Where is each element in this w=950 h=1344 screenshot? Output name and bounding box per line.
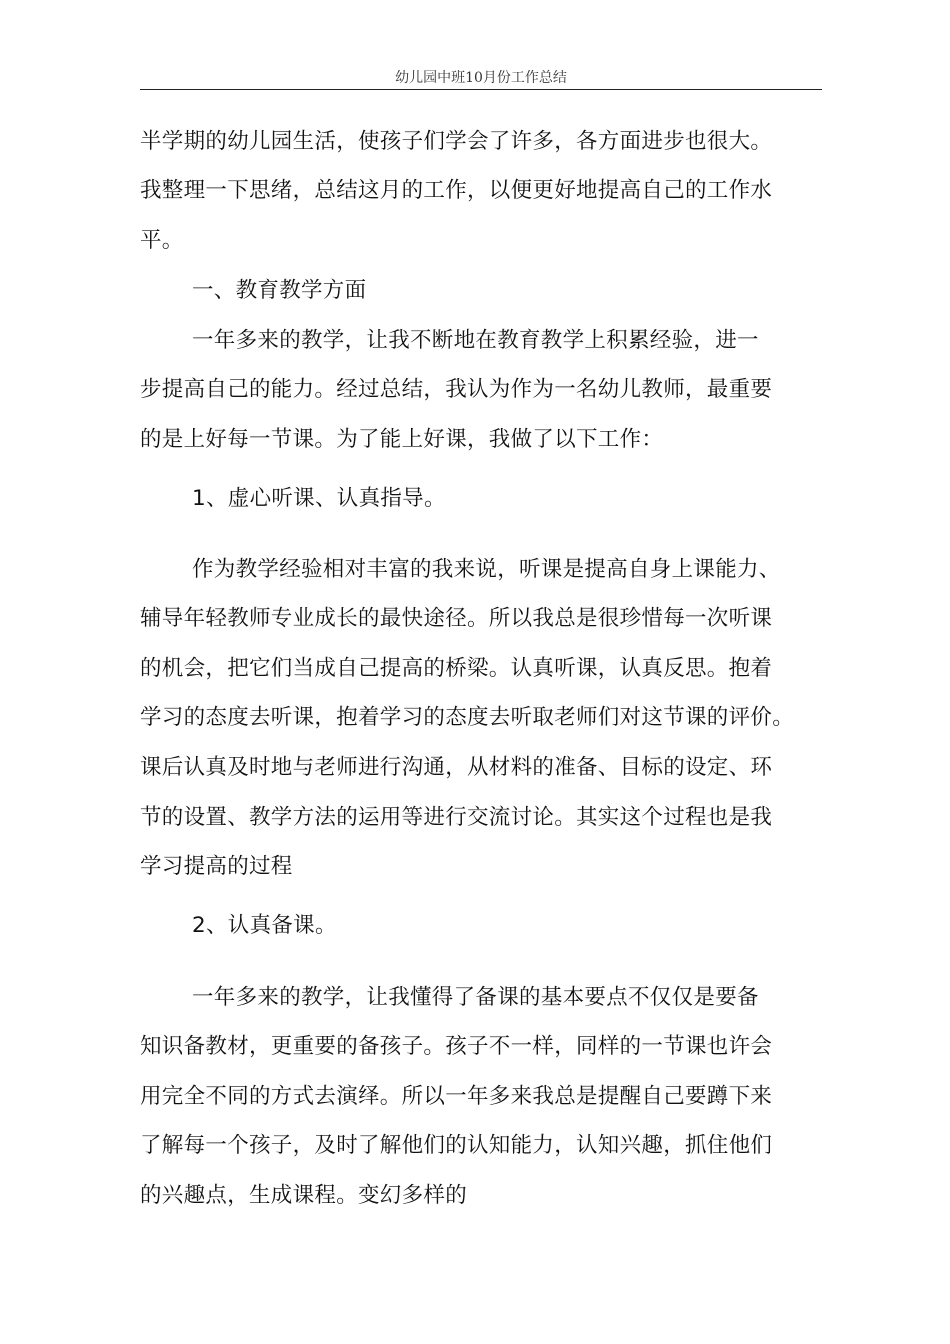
body-line: 我整理一下思绪，总结这月的工作，以便更好地提高自己的工作水 xyxy=(140,178,773,203)
body-line: 节的设置、教学方法的运用等进行交流讨论。其实这个过程也是我 xyxy=(140,805,773,830)
header-divider xyxy=(140,89,822,90)
body-line: 作为教学经验相对丰富的我来说，听课是提高自身上课能力、 xyxy=(192,557,781,582)
body-line: 的机会，把它们当成自己提高的桥梁。认真听课，认真反思。抱着 xyxy=(140,656,773,681)
body-line: 辅导年轻教师专业成长的最快途径。所以我总是很珍惜每一次听课 xyxy=(140,606,773,631)
body-line: 一年多来的教学，让我懂得了备课的基本要点不仅仅是要备 xyxy=(192,985,759,1010)
body-line: 学习的态度去听课，抱着学习的态度去听取老师们对这节课的评价。 xyxy=(140,705,795,730)
subsection-heading: 2、认真备课。 xyxy=(192,913,337,938)
body-line: 用完全不同的方式去演绎。所以一年多来我总是提醒自己要蹲下来 xyxy=(140,1084,773,1109)
body-line: 知识备教材，更重要的备孩子。孩子不一样，同样的一节课也许会 xyxy=(140,1034,773,1059)
body-line: 步提高自己的能力。经过总结，我认为作为一名幼儿教师，最重要 xyxy=(140,377,773,402)
body-line: 的兴趣点，生成课程。变幻多样的 xyxy=(140,1183,468,1208)
body-line: 课后认真及时地与老师进行沟通，从材料的准备、目标的设定、环 xyxy=(140,755,773,780)
body-line: 学习提高的过程 xyxy=(140,854,293,879)
subsection-heading: 1、虚心听课、认真指导。 xyxy=(192,486,446,511)
body-line: 半学期的幼儿园生活，使孩子们学会了许多，各方面进步也很大。 xyxy=(140,129,773,154)
body-line: 的是上好每一节课。为了能上好课，我做了以下工作： xyxy=(140,427,664,452)
body-line: 了解每一个孩子，及时了解他们的认知能力，认知兴趣，抓住他们 xyxy=(140,1133,773,1158)
page-header-title: 幼儿园中班10月份工作总结 xyxy=(395,70,567,86)
section-heading: 一、教育教学方面 xyxy=(192,278,367,303)
body-line: 平。 xyxy=(140,228,184,253)
body-line: 一年多来的教学，让我不断地在教育教学上积累经验，进一 xyxy=(192,328,759,353)
